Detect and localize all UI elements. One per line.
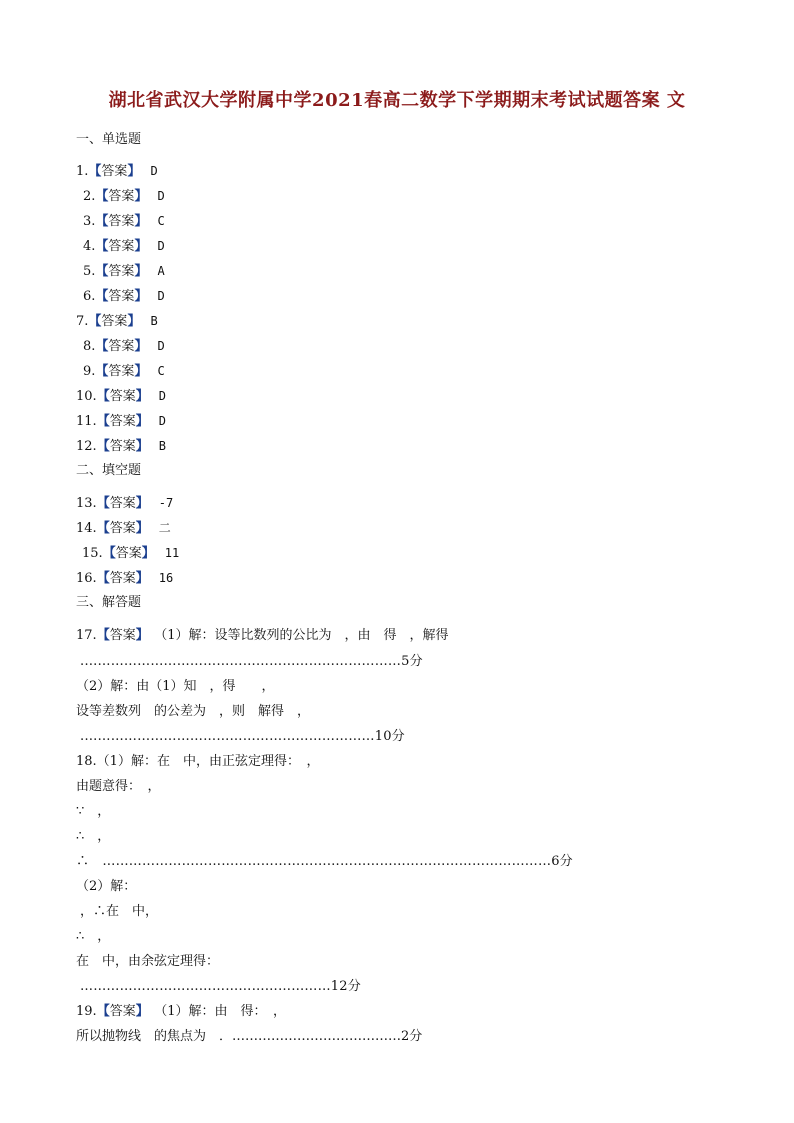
answer-label: 答案 [108, 339, 135, 354]
question-number: 2. [83, 189, 96, 204]
solution-line [76, 1003, 286, 1021]
solution-line: ∴ …………………………………………………………………………………………6分 [76, 854, 573, 869]
answer-label: 答案 [109, 439, 136, 454]
answer-value: 11 [164, 546, 180, 560]
solution-line: ，∴在 中， [80, 904, 159, 919]
question-number: 16. [76, 571, 97, 586]
answer-label: 答案 [109, 414, 136, 429]
document-title: 湖北省武汉大学附属中学2021春高二数学下学期期末考试试题答案 文 [108, 90, 686, 111]
left-bracket-icon: 【 [96, 571, 110, 586]
left-bracket-icon: 【 [96, 1004, 110, 1019]
answer-value: A [157, 264, 165, 278]
answer-label: 答案 [108, 289, 135, 304]
answer-row [83, 287, 165, 306]
question-number: 11. [76, 414, 97, 429]
answer-row [83, 262, 165, 281]
solution-line: 由题意得： ， [76, 779, 161, 794]
question-number: 12. [76, 439, 97, 454]
question-number: 7. [76, 314, 89, 329]
right-bracket-icon: 】 [135, 439, 149, 454]
answer-value: D [157, 289, 165, 303]
answer-row [83, 187, 165, 206]
answer-label: 答案 [115, 546, 142, 561]
question-number: 19. [76, 1004, 97, 1019]
answer-label: 答案 [101, 314, 128, 329]
right-bracket-icon: 】 [135, 1004, 149, 1019]
left-bracket-icon: 【 [102, 546, 116, 561]
right-bracket-icon: 】 [135, 414, 149, 429]
left-bracket-icon: 【 [88, 164, 102, 179]
answer-label: 答案 [101, 164, 128, 179]
question-number: 3. [83, 214, 96, 229]
answer-label: 答案 [108, 214, 135, 229]
answer-row [76, 494, 173, 513]
left-bracket-icon: 【 [95, 264, 109, 279]
answer-value: 16 [158, 571, 174, 585]
answer-value: D [158, 414, 166, 428]
right-bracket-icon: 】 [127, 164, 141, 179]
section-heading-fill-blank: 二、填空题 [76, 463, 142, 478]
answer-value: D [150, 164, 158, 178]
answer-label: 答案 [109, 628, 136, 643]
question-number: 4. [83, 239, 96, 254]
answer-row [76, 519, 171, 538]
answer-row [76, 162, 158, 181]
right-bracket-icon: 】 [134, 189, 148, 204]
answer-value: D [157, 339, 165, 353]
answer-label: 答案 [109, 1004, 136, 1019]
solution-text: （1）解：由 得： ， [160, 1004, 287, 1019]
answer-row [83, 237, 165, 256]
answer-label: 答案 [108, 264, 135, 279]
question-number: 10. [76, 389, 97, 404]
answer-row [76, 437, 166, 456]
right-bracket-icon: 】 [134, 214, 148, 229]
right-bracket-icon: 】 [134, 364, 148, 379]
solution-line: （2）解：由（1）知 ，得 ， [76, 679, 275, 694]
left-bracket-icon: 【 [95, 189, 109, 204]
question-number: 15. [82, 546, 103, 561]
answer-value: D [158, 389, 166, 403]
answer-label: 答案 [108, 364, 135, 379]
right-bracket-icon: 】 [134, 239, 148, 254]
question-number: 8. [83, 339, 96, 354]
left-bracket-icon: 【 [95, 214, 109, 229]
solution-line: （2）解： [76, 879, 137, 894]
answer-label: 答案 [109, 496, 136, 511]
solution-line: 在 中，由余弦定理得： [76, 954, 220, 969]
answer-row [83, 337, 165, 356]
left-bracket-icon: 【 [96, 439, 110, 454]
answer-value: B [150, 314, 158, 328]
question-number: 17. [76, 628, 97, 643]
solution-text: （1）解：设等比数列的公比为 ，由 得 ，解得 [160, 628, 449, 643]
left-bracket-icon: 【 [95, 364, 109, 379]
question-number: 9. [83, 364, 96, 379]
left-bracket-icon: 【 [96, 496, 110, 511]
answer-row [83, 212, 165, 231]
question-number: 13. [76, 496, 97, 511]
answer-label: 答案 [108, 239, 135, 254]
solution-line: .…………………………………………………………10分 [80, 729, 405, 744]
left-bracket-icon: 【 [96, 414, 110, 429]
right-bracket-icon: 】 [135, 571, 149, 586]
solution-line: .………………………………………………………………5分 [80, 654, 423, 669]
answer-label: 答案 [109, 571, 136, 586]
right-bracket-icon: 】 [127, 314, 141, 329]
answer-row [76, 569, 173, 588]
answer-value: B [158, 439, 166, 453]
right-bracket-icon: 】 [141, 546, 155, 561]
solution-line: ∵ ， [76, 804, 111, 819]
answer-row [76, 312, 158, 331]
left-bracket-icon: 【 [88, 314, 102, 329]
answer-row [83, 362, 165, 381]
right-bracket-icon: 】 [135, 496, 149, 511]
solution-line: ∴ ， [76, 929, 111, 944]
answer-value: D [157, 189, 165, 203]
left-bracket-icon: 【 [96, 521, 110, 536]
right-bracket-icon: 】 [134, 339, 148, 354]
right-bracket-icon: 】 [135, 389, 149, 404]
left-bracket-icon: 【 [95, 339, 109, 354]
answer-value: C [157, 214, 165, 228]
question-number: 5. [83, 264, 96, 279]
answer-value: C [157, 364, 165, 378]
left-bracket-icon: 【 [96, 628, 110, 643]
answer-label: 答案 [109, 521, 136, 536]
answer-row [76, 387, 166, 406]
left-bracket-icon: 【 [96, 389, 110, 404]
section-heading-single-choice: 一、单选题 [76, 132, 142, 147]
question-number: 6. [83, 289, 96, 304]
solution-line: …………………………………………………12分 [80, 979, 361, 994]
answer-value: -7 [158, 496, 174, 510]
answer-row [76, 412, 166, 431]
right-bracket-icon: 】 [135, 628, 149, 643]
answer-value: D [157, 239, 165, 253]
section-heading-solutions: 三、解答题 [76, 595, 142, 610]
question-number: 1. [76, 164, 89, 179]
answer-label: 答案 [108, 189, 135, 204]
left-bracket-icon: 【 [95, 239, 109, 254]
solution-line: 所以抛物线 的焦点为 ．…………………………………2分 [76, 1029, 423, 1044]
solution-line: ∴ ， [76, 829, 111, 844]
right-bracket-icon: 】 [135, 521, 149, 536]
left-bracket-icon: 【 [95, 289, 109, 304]
answer-label: 答案 [109, 389, 136, 404]
right-bracket-icon: 】 [134, 264, 148, 279]
solution-line: 18.（1）解：在 中，由正弦定理得： ， [76, 754, 320, 769]
answer-value: 二 [158, 521, 171, 535]
right-bracket-icon: 】 [134, 289, 148, 304]
question-number: 14. [76, 521, 97, 536]
solution-line: 设等差数列 的公差为 ，则 解得 ， [76, 704, 311, 719]
answer-row [82, 544, 179, 563]
solution-line [76, 627, 449, 645]
